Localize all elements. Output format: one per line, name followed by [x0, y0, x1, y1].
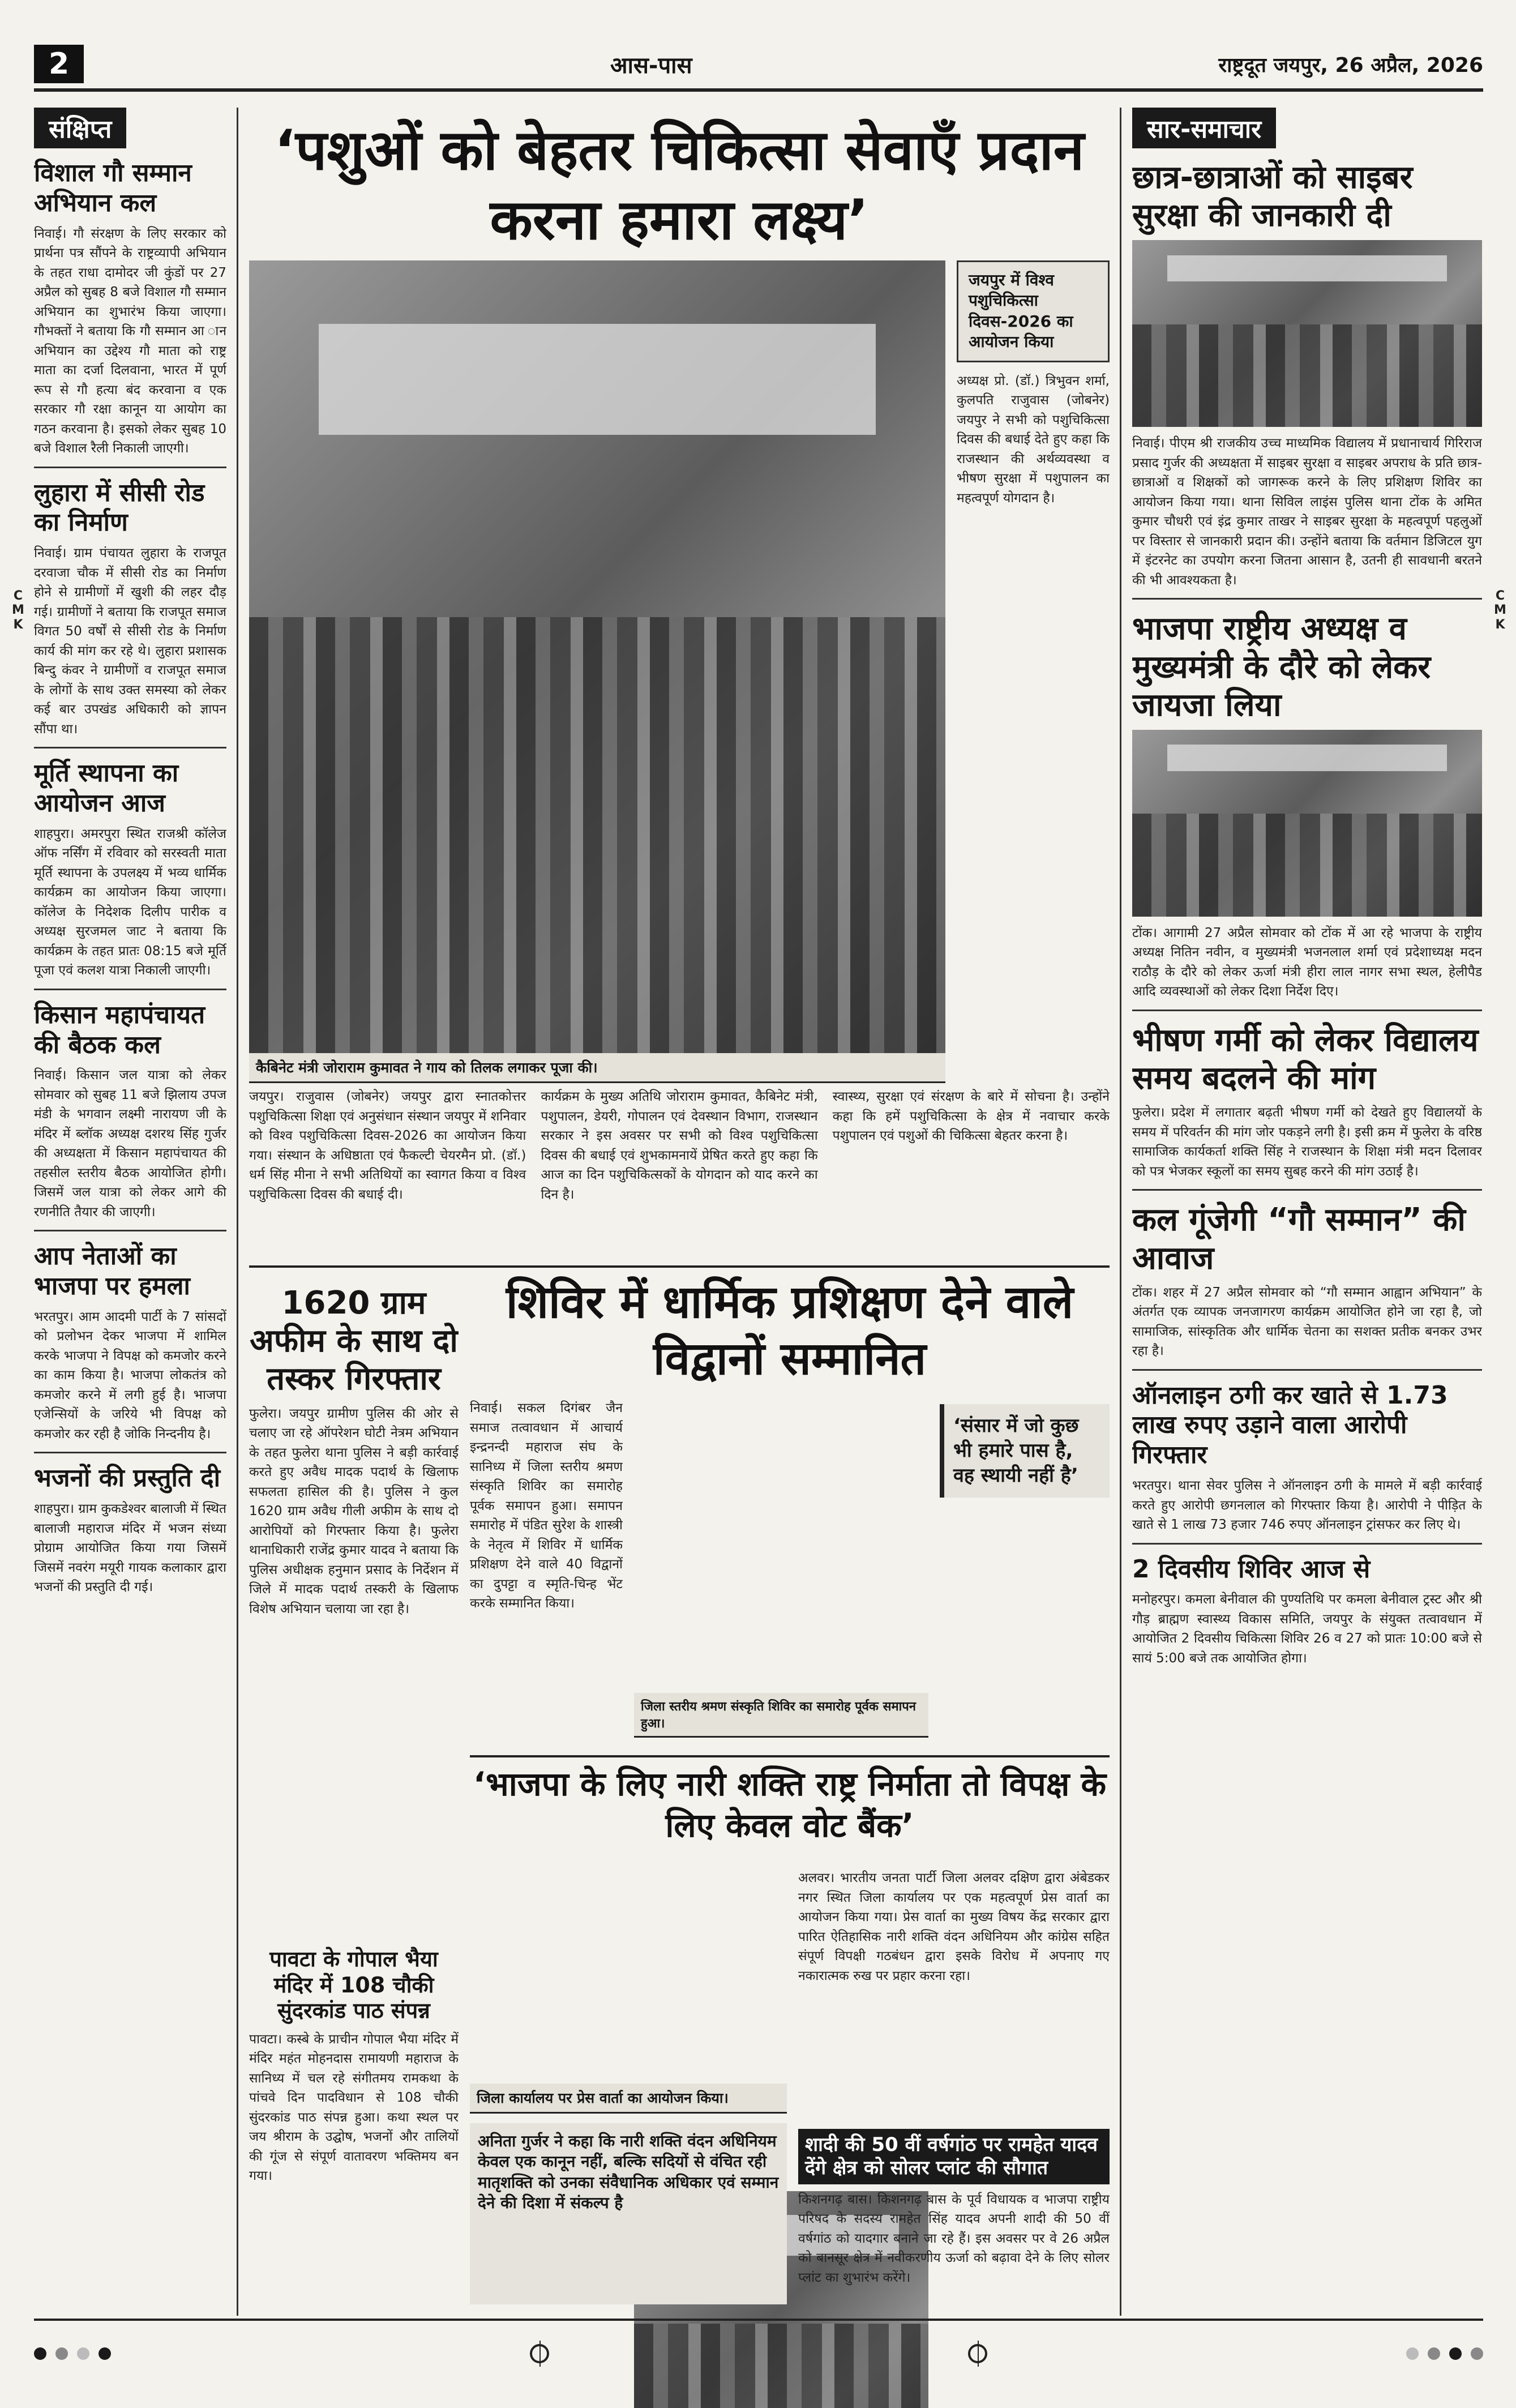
brief-title: विशाल गौ सम्मान अभियान कल [34, 159, 192, 217]
news-item [1132, 1201, 1482, 1361]
color-dot [1406, 2347, 1419, 2360]
left-column [34, 108, 226, 2316]
scholars-body: निवाई। सकल दिगंबर जैन समाज तत्वावधान में आचार्य इन्द्रनन्दी महाराज संघ के सानिध्य में जिला स्तरीय श्रमण संस्कृति शिविर का समारोह पूर्वक समापन हुआ। समापन समारोह में पंडित सुरेश के शास्त्री के नेतृत्व में शिविर में धार्मिक प्रशिक्षण देने वाले 40 विद्वानों का दुपट्टा व स्मृति-चिन्ह भेंट करके सम्मानित किया। [470, 1401, 623, 1611]
divider [34, 467, 226, 468]
brief-title: मूर्ति स्थापना का आयोजन आज [34, 759, 179, 818]
left-column-tag: संक्षिप्त [34, 108, 126, 148]
news-item [1132, 1021, 1482, 1181]
registration-mark-right: C M K [1494, 589, 1506, 632]
brief-title: लुहारा में सीसी रोड का निर्माण [34, 478, 205, 537]
news-title: ऑनलाइन ठगी कर खाते से 1.73 लाख रुपए उड़ाने वाला आरोपी गिरफ्तार [1132, 1380, 1448, 1470]
news-body: टोंक। शहर में 27 अप्रैल सोमवार को “गौ सम्मान आह्वान अभियान” के अंतर्गत एक व्यापक जनजागरण कार्यक्रम आयोजित होने जा रहा है, जो सामाजिक, सांस्कृतिक और धार्मिक चेतना का सशक्त प्रतीक बनकर उभर रहा है। [1132, 1285, 1482, 1359]
column-rule-left [237, 108, 238, 2316]
bjp-photo-caption: जिला कार्यालय पर प्रेस वार्ता का आयोजन किया। [470, 2084, 787, 2114]
brief-body: निवाई। ग्राम पंचायत लुहारा के राजपूत दरवाजा चौक में सीसी रोड का निर्माण होने से ग्रामीणों में खुशी की लहर दौड़ गई। ग्रामीणों ने बताया कि राजपूत समाज विगत 50 वर्षों से सीसी रोड के निर्माण कार्य की मांग कर रहे थे। लुहारा प्रशासक बिन्दु कंवर ने ग्रामीणों व राजपूत समाज के लोगों के साथ उक्त समस्या को लेकर कई बार उपखंड अधिकारी को ज्ञापन सौंपा था। [34, 546, 226, 737]
divider [1132, 598, 1482, 600]
news-body: भरतपुर। थाना सेवर पुलिस ने ऑनलाइन ठगी के मामले में बड़ी कार्रवाई करते हुए आरोपी छगनलाल को गिरफ्तार किया है। आरोपी ने पीड़ित के खाते से 1 लाख 73 हजार 746 रुपए ऑनलाइन ट्रांसफर कर लिए थे। [1132, 1478, 1482, 1533]
divider [34, 989, 226, 990]
pawta-body: पावटा। कस्बे के प्राचीन गोपाल भैया मंदिर में मंदिर महंत मोहनदास रामायणी महाराज के सानिध्य में चल रहे संगीतमय रामकथा के पांचवे दिन पादविधान से 108 चौकी सुंदरकांड पाठ संपन्न हुआ। कथा स्थल पर जय श्रीराम के उद्घोष, भजनों और तालियों की गूंज से संपूर्ण वातावरण भक्तिमय बन गया। [249, 2031, 459, 2184]
news-title: कल गूंजेगी “गौ सम्मान” की आवाज [1132, 1201, 1466, 1277]
right-column-tag: सार-समाचार [1132, 108, 1276, 148]
pawta-title: पावटा के गोपाल भैया मंदिर में 108 चौकी सुंदरकांड पाठ संपन्न [269, 1947, 438, 2024]
divider [1132, 1189, 1482, 1191]
color-dot [55, 2347, 68, 2360]
photo-crowd [1132, 814, 1482, 917]
brief-body: शाहपुरा। ग्राम कुकडेश्वर बालाजी में स्थित बालाजी महाराज मंदिर में भजन संध्या प्रोग्राम आयोजित किया गया जिसमें जिसमें नवरंग मयूरी गायक कलाकार द्वारा भजनों की प्रस्तुति दी गई। [34, 1502, 226, 1595]
news-body: मनोहरपुर। कमला बेनीवाल की पुण्यतिथि पर कमला बेनीवाल ट्रस्ट और श्री गौड़ ब्राह्मण स्वास्थ्य विकास समिति, जयपुर के संयुक्त तत्वावधान में आयोजित 2 दिवसीय चिकित्सा शिविर 26 व 27 को प्रातः 10:00 बजे से सायं 5:00 बजे तक आयोजित होगा। [1132, 1592, 1482, 1666]
lead-body-paragraph: स्वास्थ्य, सुरक्षा एवं संरक्षण के बारे में सोचना है। उन्होंने कहा कि हमें पशुचिकित्सा के क्षेत्र में नवाचार करके पशुपालन एवं पशुओं की चिकित्सा बेहतर करना है। [832, 1089, 1110, 1143]
bjp-headline: ‘भाजपा के लिए नारी शक्ति राष्ट्र निर्माता तो विपक्ष के लिए केवल वोट बैंक’ [473, 1765, 1107, 1845]
divider [34, 1452, 226, 1453]
news-body: फुलेरा। प्रदेश में लगातार बढ़ती भीषण गर्मी को देखते हुए विद्यालयों के समय में परिवर्तन की मांग जोर पकड़ने लगी है। इसी क्रम में फुलेरा के वरिष्ठ सामाजिक कार्यकर्ता शक्ति सिंह ने राजस्थान के शिक्षा मंत्री मदन दिलावर को पत्र भेजकर स्कूलों का समय सुबह करने की मांग उठाई है। [1132, 1105, 1482, 1179]
divider [1132, 1543, 1482, 1545]
color-bar-right [1406, 2347, 1483, 2360]
solar-body: किशनगढ़ बास। किशनगढ़ बास के पूर्व विधायक व भाजपा राष्ट्रीय परिषद के सदस्य रामहेत सिंह यादव अपनी शादी की 50 वीं वर्षगांठ को यादगार बनाने जा रहे हैं। इस अवसर पर वे 26 अप्रैल को बानसूर क्षेत्र में नवीकरणीय ऊर्जा को बढ़ावा देने के लिए सोलर प्लांट का शुभारंभ करेंगे। [798, 2192, 1110, 2285]
photo-crowd [249, 617, 945, 1053]
color-dot [1428, 2347, 1440, 2360]
opium-title: 1620 ग्राम अफीम के साथ दो तस्कर गिरफ्तार [250, 1285, 458, 1398]
color-dot [77, 2347, 89, 2360]
dateline: राष्ट्रदूत जयपुर, 26 अप्रैल, 2026 [1218, 53, 1483, 77]
news-body: टोंक। आगामी 27 अप्रैल सोमवार को टोंक में आ रहे भाजपा के राष्ट्रीय अध्यक्ष नितिन नवीन, व मुख्यमंत्री भजनलाल शर्मा एवं प्रदेशाध्यक्ष मदन राठौड़ के दौरे को लेकर ऊर्जा मंत्री हीरा लाल नागर सभा स्थल, हेलीपैड आदि व्यवस्थाओं को लेकर दिशा निर्देश दिए। [1132, 925, 1482, 999]
page-header [34, 40, 1483, 92]
section-title: आस-पास [610, 52, 692, 79]
news-item [1132, 159, 1482, 590]
registration-target [968, 2344, 987, 2363]
news-photo [1132, 730, 1482, 917]
brief-title: भजनों की प्रस्तुति दी [34, 1464, 221, 1493]
brief-item [34, 478, 226, 739]
opium-story [249, 1274, 459, 1925]
pawta-story [249, 1936, 459, 2304]
divider [34, 747, 226, 749]
news-title: 2 दिवसीय शिविर आज से [1132, 1554, 1371, 1584]
news-item [1132, 610, 1482, 1002]
column-rule-right [1120, 108, 1121, 2316]
lead-body-paragraph: कार्यक्रम के मुख्य अतिथि जोराराम कुमावत, कैबिनेट मंत्री, पशुपालन, डेयरी, गोपालन एवं देवस्थान विभाग, राजस्थान सरकार ने इस अवसर पर सभी को विश्व पशुचिकित्सा दिवस की बधाई एवं शुभकामनायें प्रेषित करते हुए कहा कि आज का दिन पशुचिकित्सकों के योगदान को याद करने का दिन है। [541, 1089, 818, 1202]
lead-body-3: अध्यक्ष प्रो. (डॉ.) त्रिभुवन शर्मा, कुलपति राजुवास (जोबनेर) जयपुर ने सभी को पशुचिकित्सा दिवस की बधाई देते हुए कहा कि राजस्थान की अर्थव्यवस्था व भीषण सुरक्षा में पशुपालन का महत्वपूर्ण योगदान है। [957, 373, 1110, 506]
registration-mark-left: C M K [12, 589, 24, 632]
brief-body: भरतपुर। आम आदमी पार्टी के 7 सांसदों को प्रलोभन देकर भाजपा में शामिल करके भाजपा ने विपक्ष को कमजोर करने का काम किया है। भाजपा लोकतंत्र को कमजोर करने में लगी हुई है। भाजपा एजेन्सियों के जरिये भी विपक्ष को कमजोर कर रही है जोकि निन्दनीय है। [34, 1309, 226, 1442]
color-bar-left [34, 2347, 111, 2360]
solar-title: शादी की 50 वीं वर्षगांठ पर रामहेत यादव देंगे क्षेत्र को सोलर प्लांट की सौगात [798, 2129, 1110, 2184]
lead-photo-caption: कैबिनेट मंत्री जोराराम कुमावत ने गाय को तिलक लगाकर पूजा की। [249, 1053, 945, 1083]
scholars-quote: ‘संसार में जो कुछ भी हमारे पास है, वह स्थायी नहीं है’ [940, 1404, 1110, 1498]
lead-headline: ‘पशुओं को बेहतर चिकित्सा सेवाएँ प्रदान करना हमारा लक्ष्य’ [274, 118, 1085, 253]
brief-title: आप नेताओं का भाजपा पर हमला [34, 1242, 190, 1301]
bottom-band [34, 2319, 1483, 2321]
color-dot [34, 2347, 46, 2360]
brief-item [34, 1464, 226, 1597]
news-title: भाजपा राष्ट्रीय अध्यक्ष व मुख्यमंत्री के दौरे को लेकर जायजा लिया [1132, 610, 1431, 724]
footer-marks [34, 2344, 1483, 2363]
divider [1132, 1010, 1482, 1011]
lead-photo [249, 260, 945, 1053]
news-item [1132, 1555, 1482, 1669]
divider [34, 1230, 226, 1231]
scholars-photo-caption: जिला स्तरीय श्रमण संस्कृति शिविर का समारोह पूर्वक समापन हुआ। [634, 1693, 928, 1738]
news-title: भीषण गर्मी को लेकर विद्यालय समय बदलने की मांग [1132, 1021, 1479, 1097]
brief-item [34, 1000, 226, 1222]
brief-body: निवाई। किसान जल यात्रा को लेकर सोमवार को सुबह 11 बजे झिलाय उपज मंडी के भगवान लक्ष्मी नारायण जी के मंदिर में ब्लॉक अध्यक्ष दशरथ सिंह गुर्जर की अध्यक्षता में किसान महापंचायत की तहसील स्तरीय बैठक आयोजित होगी। जिसमें जल यात्रा को लेकर आगे की रणनीति तैयार की जाएगी। [34, 1068, 226, 1220]
lead-highlight: जयपुर में विश्व पशुचिकित्सा दिवस-2026 का आयोजन किया [957, 260, 1110, 362]
color-dot [1471, 2347, 1483, 2360]
section-divider [249, 1265, 1110, 1268]
brief-item [34, 159, 226, 459]
brief-body: निवाई। गौ संरक्षण के लिए सरकार को प्रार्थना पत्र सौंपने के राष्ट्रव्यापी अभियान के तहत राधा दामोदर जी कुंडों पर 27 अप्रैल को सुबह 8 बजे विशाल गौ सम्मान अभियान का शुभारंभ किया जाएगा। गौभक्तों ने बताया कि गौ सम्मान आ ान अभियान का उद्देश्य गौ माता को राष्ट्र माता का दर्जा दिलवाना, भारत में पूर्ण रूप से गौ हत्या बंद करवाना व एक सरकार गौ रक्षा कानून या आयोग का गठन करवाना है। इसको लेकर सुबह 10 बजे विशाल रैली निकाली जाएगी। [34, 226, 226, 456]
scholars-headline: शिविर में धार्मिक प्रशिक्षण देने वाले विद्वानों सम्मानित [506, 1276, 1074, 1385]
news-title: छात्र-छात्राओं को साइबर सुरक्षा की जानकारी दी [1132, 159, 1413, 234]
news-photo [1132, 240, 1482, 427]
registration-target [530, 2344, 549, 2363]
lead-body [249, 1087, 1110, 1257]
photo-crowd [1132, 324, 1482, 427]
page-number: 2 [34, 45, 84, 83]
divider [1132, 1369, 1482, 1371]
photo-banner [319, 324, 876, 435]
brief-title: किसान महापंचायत की बैठक कल [34, 1000, 205, 1059]
news-body: निवाई। पीएम श्री राजकीय उच्च माध्यमिक विद्यालय में प्रधानाचार्य गिरिराज प्रसाद गुर्जर की अध्यक्षता में साइबर सुरक्षा व साइबर अपराध के प्रति छात्र-छात्राओं व शिक्षकों को जागरूक करने के लिए प्रशिक्षण शिविर का आयोजन किया गया। थाना सिविल लाइंस पुलिस थाना टोंक के अमित कुमार चौधरी एवं इंद्र कुमार ताखर ने साइबर सुरक्षा के महत्वपूर्ण पहलुओं पर विस्तार से जानकारी प्रदान की। उन्होंने बताया कि वर्तमान डिजिटल युग में इंटरनेट का उपयोग करना जितना आसान है, उतनी ही सावधानी बरतने की भी आवश्यकता है। [1132, 436, 1482, 588]
opium-body: फुलेरा। जयपुर ग्रामीण पुलिस की ओर से चलाए जा रहे ऑपरेशन घोटी नेत्रम अभियान के तहत फुलेरा थाना पुलिस ने बड़ी कार्रवाई करते हुए अवैध मादक पदार्थ के खिलाफ सफलता हासिल की है। पुलिस ने कुल 1620 ग्राम अवैध गीली अफीम के साथ दो आरोपियों को गिरफ्तार किया है। फुलेरा थानाधिकारी राजेंद्र कुमार यादव ने बताया कि पुलिस अधीक्षक हनुमान प्रसाद के निर्देशन में जिले में मादक पदार्थ तस्करी के खिलाफ विशेष अभियान चलाया जा रहा है। [249, 1406, 459, 1616]
brief-item [34, 1242, 226, 1444]
brief-body: शाहपुरा। अमरपुरा स्थित राजश्री कॉलेज ऑफ नर्सिंग में रविवार को सरस्वती माता मूर्ति स्थापना के उपलक्ष्य में भव्य धार्मिक कार्यक्रम का आयोजन किया जाएगा। कॉलेज के निदेशक दिलीप पारीक व अध्यक्ष सुरजमल जाट ने बताया कि कार्यक्रम के तहत प्रातः 08:15 बजे मूर्ति पूजा एवं कलश यात्रा निकाली जाएगी। [34, 826, 226, 978]
solar-story [798, 2129, 1110, 2310]
bjp-body: अलवर। भारतीय जनता पार्टी जिला अलवर दक्षिण द्वारा अंबेडकर नगर स्थित जिला कार्यालय पर एक महत्वपूर्ण प्रेस वार्ता का आयोजन किया गया। प्रेस वार्ता का मुख्य विषय केंद्र सरकार द्वारा पारित ऐतिहासिक नारी शक्ति वंदन अधिनियम और कांग्रेस सहित संपूर्ण विपक्षी गठबंधन द्वारा इसके विरोध में अपनाए गए नकारात्मक रुख पर प्रहार करना रहा। [798, 1871, 1110, 1983]
right-column [1132, 108, 1482, 2316]
brief-item [34, 759, 226, 981]
color-dot [1449, 2347, 1462, 2360]
color-dot [99, 2347, 111, 2360]
photo-banner [1167, 255, 1447, 281]
section-divider [470, 1755, 1110, 1757]
lead-body-paragraph: जयपुर। राजुवास (जोबनेर) जयपुर द्वारा स्नातकोत्तर पशुचिकित्सा शिक्षा एवं अनुसंधान संस्थान जयपुर में शनिवार को विश्व पशुचिकित्सा दिवस-2026 का आयोजन किया गया। संस्थान के अधिष्ठाता एवं फैकल्टी चेयरमैन प्रो. (डॉ.) धर्म सिंह मीना ने सभी अतिथियों का स्वागत किया व विश्व पशुचिकित्सा दिवस की बधाई दी। [249, 1089, 526, 1202]
photo-crowd [634, 2324, 928, 2408]
bjp-pullquote: अनिता गुर्जर ने कहा कि नारी शक्ति वंदन अधिनियम केवल एक कानून नहीं, बल्कि सदियों से वंचित रही मातृशक्ति को उनका संवैधानिक अधिकार एवं सम्मान देने की दिशा में संकल्प है [470, 2123, 787, 2304]
lead-sidebar [957, 260, 1110, 1087]
photo-banner [1167, 745, 1447, 771]
news-item [1132, 1381, 1482, 1535]
